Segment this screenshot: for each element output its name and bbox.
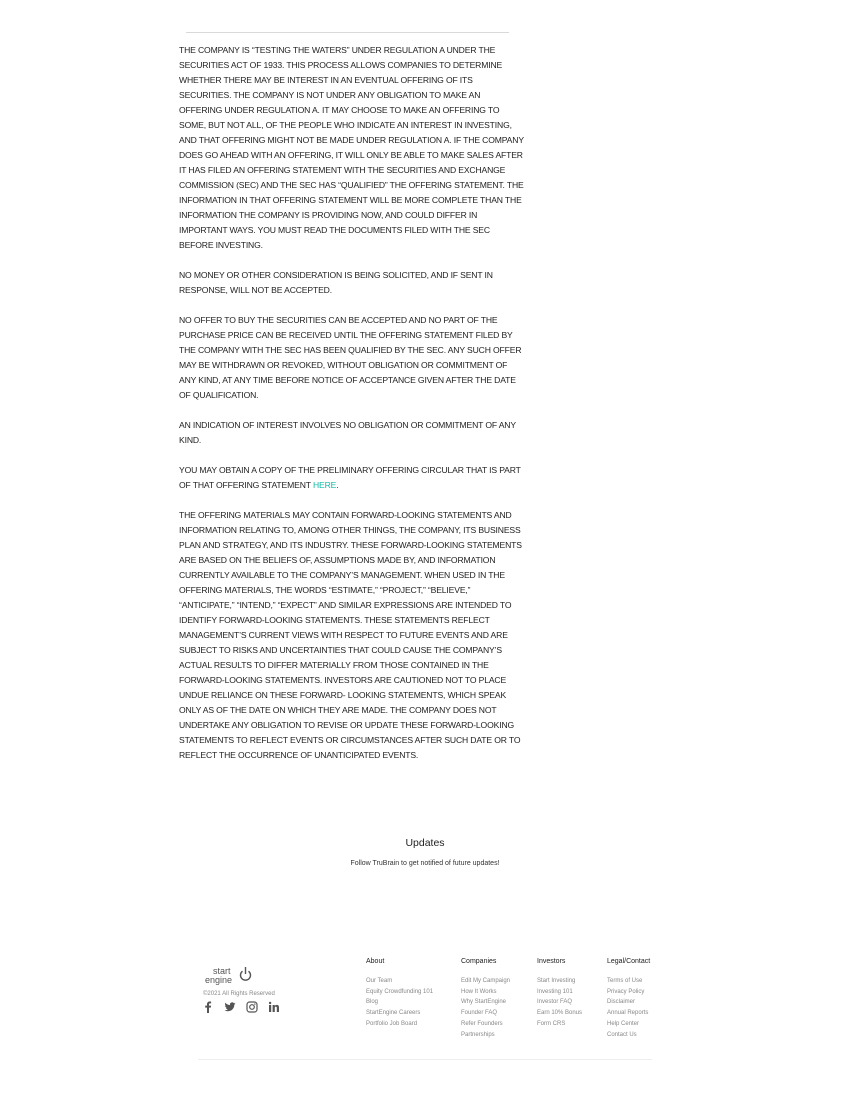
top-divider bbox=[186, 32, 509, 33]
footer-link-disclaimer[interactable]: Disclaimer bbox=[607, 999, 636, 1006]
footer-link-annual-reports[interactable]: Annual Reports bbox=[607, 1010, 649, 1017]
circular-period: . bbox=[336, 480, 339, 490]
facebook-icon[interactable] bbox=[202, 1001, 214, 1013]
footer-link-partnerships[interactable]: Partnerships bbox=[461, 1031, 495, 1038]
svg-text:engine: engine bbox=[205, 975, 233, 985]
footer-link-earn-bonus[interactable]: Earn 10% Bonus bbox=[537, 1010, 583, 1017]
footer-heading-companies: Companies bbox=[461, 958, 497, 965]
footer-link-how-it-works[interactable]: How It Works bbox=[461, 988, 497, 995]
legal-paragraph-forward-looking: THE OFFERING MATERIALS MAY CONTAIN FORWARD-LOOKING STATEMENTS AND INFORMATION RELATING TO, AMONG OTHER THINGS, THE COMPANY, ITS BUSINESS PLAN AND STRATEGY, AND ITS INDUSTRY. THESE FORWARD-LOOKING STATEMENTS ARE BASED ON THE BELIEFS OF, ASSUMPTIONS MADE BY, AND INFORMATION CURRENTLY AVAILABLE TO THE COMPANY’S MANAGEMENT. WHEN USED IN THE OFFERING MATERIALS, THE WORDS “ESTIMATE,” “PROJECT,” “BELIEVE,” “ANTICIPATE,” “INTEND,” “EXPECT” AND SIMILAR EXPRESSIONS ARE INTENDED TO IDENTIFY FORWARD-LOOKING STATEMENTS. THESE STATEMENTS REFLECT MANAGEMENT’S CURRENT VIEWS WITH RESPECT TO FUTURE EVENTS AND ARE SUBJECT TO RISKS AND UNCERTAINTIES THAT COULD CAUSE THE COMPANY’S ACTUAL RESULTS TO DIFFER MATERIALLY FROM THOSE CONTAINED IN THE FORWARD-LOOKING STATEMENTS. INVESTORS ARE CAUTIONED NOT TO PLACE UNDUE RELIANCE ON THESE FORWARD- LOOKING STATEMENTS, WHICH SPEAK ONLY AS OF THE DATE ON WHICH THEY ARE MADE. THE COMPANY DOES NOT UNDERTAKE ANY OBLIGATION TO REVISE OR UPDATE THESE FORWARD-LOOKING STATEMENTS TO REFLECT EVENTS OR CIRCUMSTANCES AFTER SUCH DATE OR TO REFLECT THE OCCURRENCE OF UNANTICIPATED EVENTS. bbox=[179, 510, 522, 760]
footer-link-our-team[interactable]: Our Team bbox=[366, 978, 393, 984]
footer-column-investors bbox=[537, 957, 582, 1030]
footer-link-investing-101[interactable]: Investing 101 bbox=[537, 988, 573, 995]
legal-paragraph-testing-waters: THE COMPANY IS “TESTING THE WATERS” UNDER REGULATION A UNDER THE SECURITIES ACT OF 1933. THIS PROCESS ALLOWS COMPANIES TO DETERMINE WHETHER THERE MAY BE INTEREST IN AN EVENTUAL OFFERING OF ITS SECURITIES. THE COMPANY IS NOT UNDER ANY OBLIGATION TO MAKE AN OFFERING UNDER REGULATION A. IT MAY CHOOSE TO MAKE AN OFFERING TO SOME, BUT NOT ALL, OF THE PEOPLE WHO INDICATE AN INTEREST IN INVESTING, AND THAT OFFERING MIGHT NOT BE MADE UNDER REGULATION A. IF THE COMPANY DOES GO AHEAD WITH AN OFFERING, IT WILL ONLY BE ABLE TO MAKE SALES AFTER IT HAS FILED AN OFFERING STATEMENT WITH THE SECURITIES AND EXCHANGE COMMISSION (SEC) AND THE SEC HAS “QUALIFIED” THE OFFERING STATEMENT. THE INFORMATION IN THAT OFFERING STATEMENT WILL BE MORE COMPLETE THAN THE INFORMATION THE COMPANY IS PROVIDING NOW, AND COULD DIFFER IN IMPORTANT WAYS. YOU MUST READ THE DOCUMENTS FILED WITH THE SEC BEFORE INVESTING. bbox=[179, 45, 524, 250]
footer-divider bbox=[198, 1059, 652, 1060]
startengine-logo[interactable] bbox=[204, 964, 254, 986]
footer-heading-about: About bbox=[366, 958, 385, 965]
footer-link-why-startengine[interactable]: Why StartEngine bbox=[461, 999, 507, 1006]
circular-text: YOU MAY OBTAIN A COPY OF THE PRELIMINARY OFFERING CIRCULAR THAT IS PART OF THAT OFFERING STATEMENT bbox=[179, 465, 521, 490]
footer-link-start-investing[interactable]: Start Investing bbox=[537, 978, 576, 984]
twitter-icon[interactable] bbox=[224, 1001, 236, 1013]
legal-paragraph-circular bbox=[179, 463, 524, 493]
instagram-icon[interactable] bbox=[246, 1001, 258, 1013]
legal-paragraph-no-offer: NO OFFER TO BUY THE SECURITIES CAN BE ACCEPTED AND NO PART OF THE PURCHASE PRICE CAN BE RECEIVED UNTIL THE OFFERING STATEMENT FILED BY THE COMPANY WITH THE SEC HAS BEEN QUALIFIED BY THE SEC. ANY SUCH OFFER MAY BE WITHDRAWN OR REVOKED, WITHOUT OBLIGATION OR COMMITMENT OF ANY KIND, AT ANY TIME BEFORE NOTICE OF ACCEPTANCE GIVEN AFTER THE DATE OF QUALIFICATION. bbox=[179, 315, 522, 400]
svg-text:start: start bbox=[213, 966, 231, 976]
footer-link-blog[interactable]: Blog bbox=[366, 999, 379, 1006]
offering-circular-link[interactable]: HERE bbox=[312, 480, 337, 490]
updates-title: Updates bbox=[405, 837, 445, 849]
footer-column-companies bbox=[461, 957, 510, 1040]
footer-link-careers[interactable]: StartEngine Careers bbox=[366, 1010, 421, 1017]
footer-column-legal bbox=[607, 957, 650, 1040]
footer-column-about bbox=[366, 957, 433, 1030]
footer-link-founder-faq[interactable]: Founder FAQ bbox=[461, 1010, 498, 1017]
footer-link-form-crs[interactable]: Form CRS bbox=[537, 1020, 566, 1027]
footer-link-edit-campaign[interactable]: Edit My Campaign bbox=[461, 978, 511, 984]
footer-heading-investors: Investors bbox=[537, 958, 566, 965]
legal-paragraph-no-money: NO MONEY OR OTHER CONSIDERATION IS BEING SOLICITED, AND IF SENT IN RESPONSE, WILL NOT BE ACCEPTED. bbox=[179, 270, 493, 295]
footer-link-equity-crowdfunding[interactable]: Equity Crowdfunding 101 bbox=[366, 988, 434, 995]
footer-link-job-board[interactable]: Portfolio Job Board bbox=[366, 1020, 418, 1027]
footer-link-refer-founders[interactable]: Refer Founders bbox=[461, 1020, 503, 1027]
legal-disclaimer bbox=[179, 43, 524, 778]
updates-subtitle: Follow TruBrain to get notified of future updates! bbox=[350, 860, 500, 867]
copyright-text: ©2021 All Rights Reserved bbox=[203, 991, 275, 997]
footer-link-terms[interactable]: Terms of Use bbox=[607, 978, 643, 984]
footer-heading-legal: Legal/Contact bbox=[607, 958, 651, 965]
linkedin-icon[interactable] bbox=[268, 1001, 280, 1013]
footer-link-help-center[interactable]: Help Center bbox=[607, 1020, 640, 1027]
legal-paragraph-indication: AN INDICATION OF INTEREST INVOLVES NO OBLIGATION OR COMMITMENT OF ANY KIND. bbox=[179, 420, 516, 445]
social-links bbox=[202, 1001, 280, 1013]
footer-link-contact-us[interactable]: Contact Us bbox=[607, 1031, 637, 1038]
footer-link-privacy[interactable]: Privacy Policy bbox=[607, 988, 645, 995]
footer-link-investor-faq[interactable]: Investor FAQ bbox=[537, 999, 573, 1006]
